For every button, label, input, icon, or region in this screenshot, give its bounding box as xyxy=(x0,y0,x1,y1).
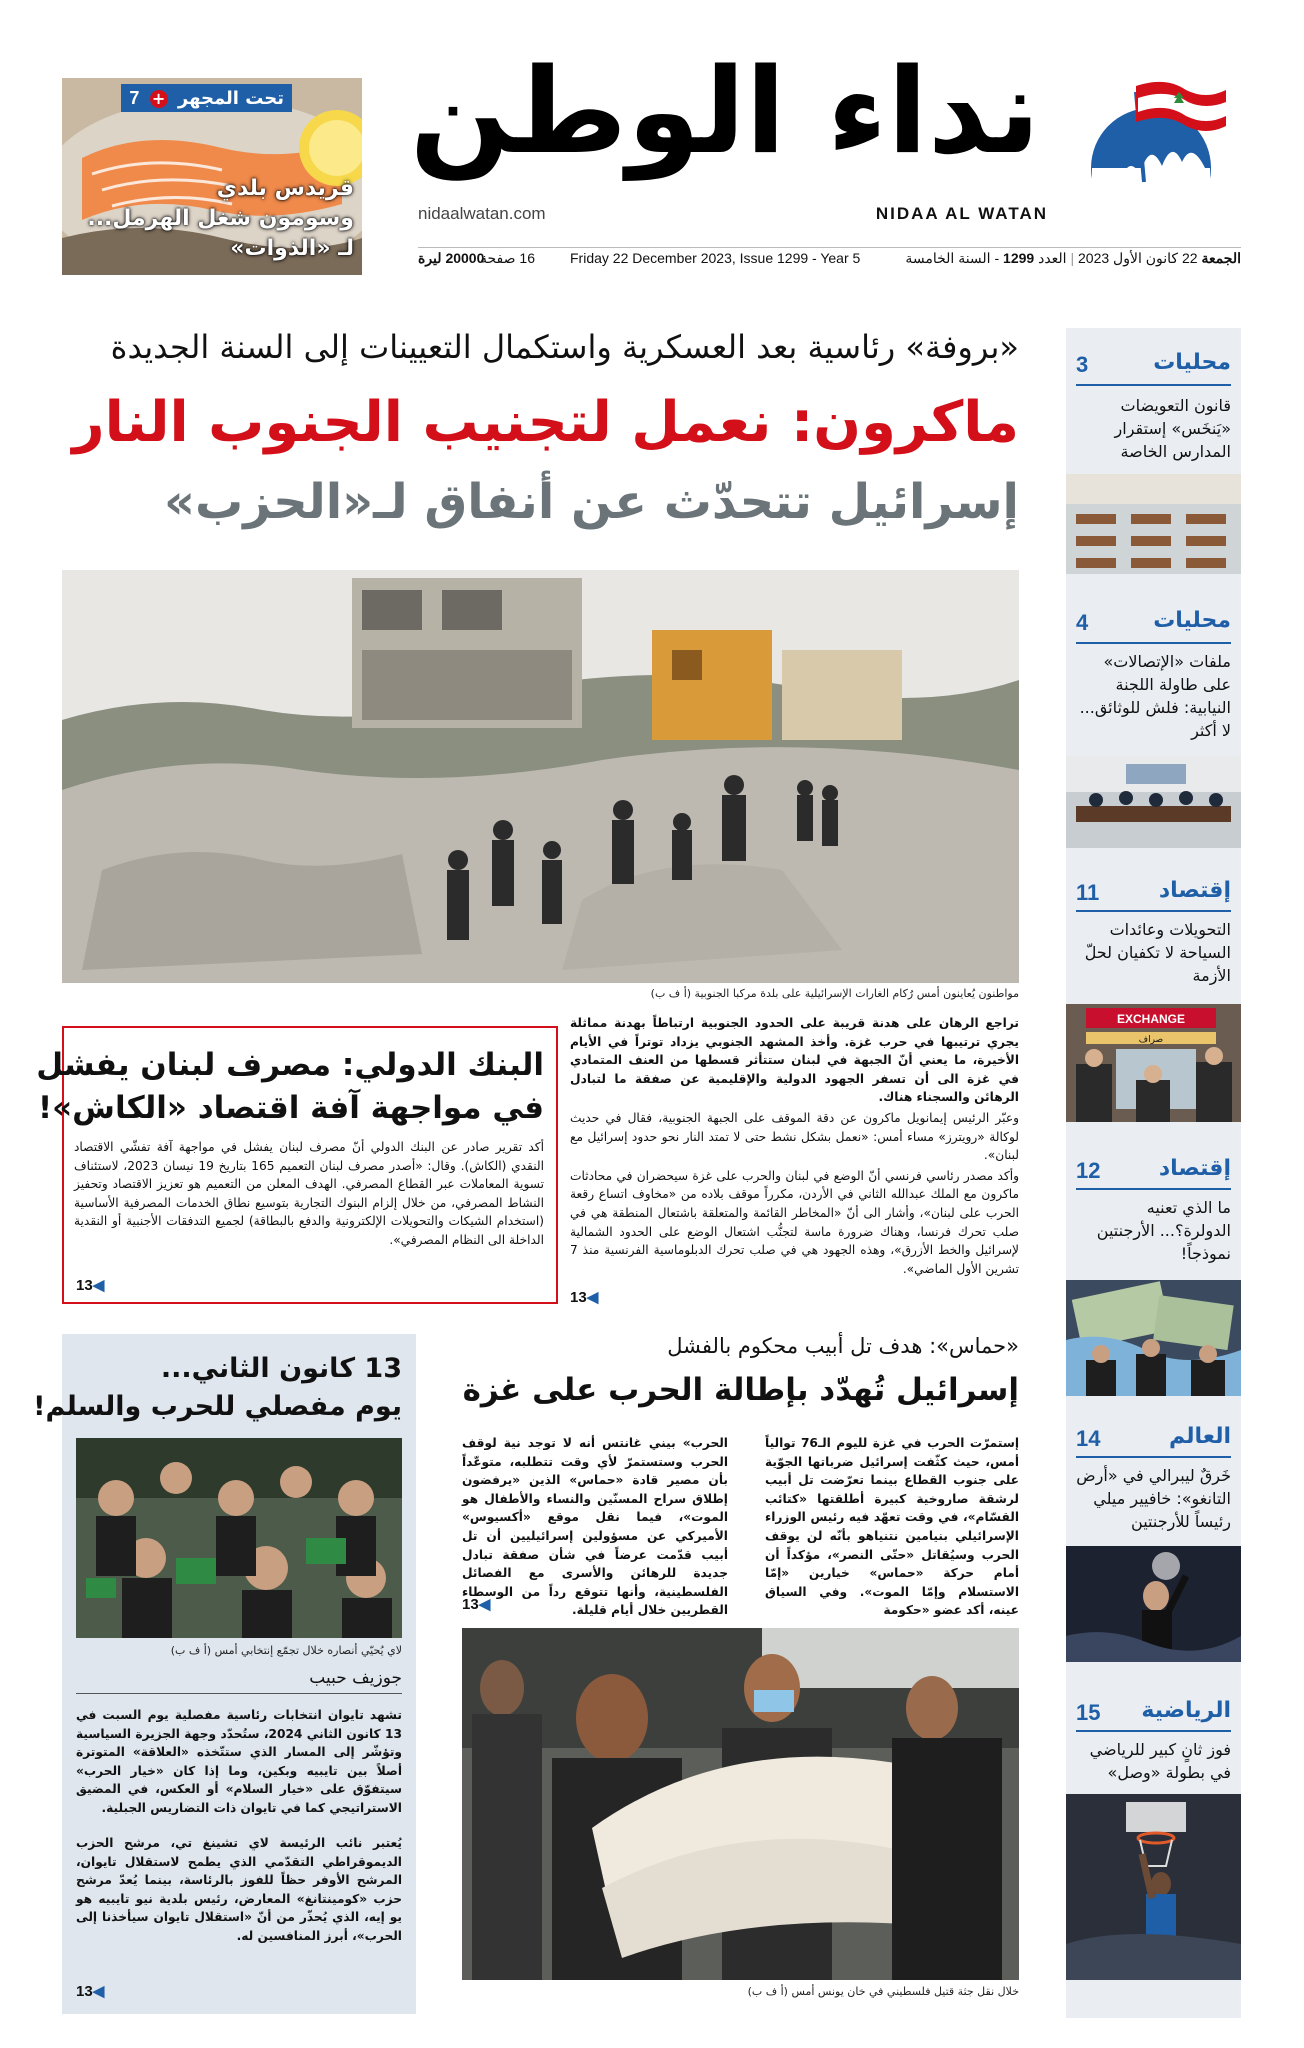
bank-headline-line-1: البنك الدولي: مصرف لبنان يفشل xyxy=(36,1047,544,1083)
taiwan-author xyxy=(76,1668,402,1696)
emblem-logo xyxy=(1066,72,1236,212)
sidebar-thumb-milei xyxy=(1066,1546,1241,1662)
gaza-page-num: 13 xyxy=(462,1596,479,1613)
lead-subhead[interactable]: إسرائيل تتحدّث عن أنفاق لـ«الحزب» xyxy=(164,474,1019,530)
sidebar-item-text: خَرقٌ ليبرالي في «أرض التانغو»: خافيير ميلي رئيساً للأرجنتين xyxy=(1076,1466,1231,1531)
lead-photo xyxy=(62,570,1019,983)
sidebar-thumb-exchange xyxy=(1066,1004,1241,1122)
teaser-tag xyxy=(121,84,292,112)
lead-body-p2: وعبّر الرئيس إيمانويل ماكرون عن دقة الموقف على الجبهة الجنوبية، فقال في حديث لوكالة «رويترز» مساء أمس: «نعمل بشكل نشط حتى لا تمتد النار نحو حدود إسرائيل مع لبنان». xyxy=(570,1110,1019,1163)
sidebar-item-text: ملفات «الإتصالات» على طاولة اللجنة النيابية: فلش للوثائق... لا أكثر xyxy=(1079,652,1231,740)
triangle-left-icon: ◀ xyxy=(478,1596,491,1613)
info-date-issue: الجمعة 22 كانون الأول 2023 | العدد 1299 - السنة الخامسة xyxy=(905,250,1241,266)
sidebar-page-num: 15 xyxy=(1076,1700,1101,1725)
sidebar-rule xyxy=(1076,642,1231,644)
sidebar-page-num: 3 xyxy=(1076,352,1089,377)
sidebar-item-world-14[interactable] xyxy=(1066,1400,1241,1668)
exchange-sign-text: EXCHANGE xyxy=(1116,1012,1186,1026)
info-date: 22 كانون الأول 2023 xyxy=(1078,250,1198,266)
sidebar-thumb-meeting xyxy=(1066,756,1241,848)
info-english: Friday 22 December 2023, Issue 1299 - Year 5 xyxy=(570,250,861,266)
sidebar-item-text: قانون التعويضات «يَنخَس» إستقرار المدارس الخاصة xyxy=(1114,396,1231,461)
info-price: 20000 ليرة xyxy=(418,250,485,266)
triangle-left-icon: ◀ xyxy=(92,1277,105,1294)
lead-page-ref[interactable] xyxy=(570,1288,598,1306)
taiwan-page-num: 13 xyxy=(76,1983,93,2000)
sidebar-rule xyxy=(1076,384,1231,386)
lead-body-p1: تراجع الرهان على هدنة قريبة على الحدود الجنوبية ارتباطاً بهدنة مماثلة يجري ترتيبها في حرب غزة. وأخذ المشهد الجنوبي يزداد توتراً في الأيام الأخيرة، ما يعني أنّ الجبهة في لبنان ستتأثر قسطها من العنف المتمادي في غزة الى أن تسفر الجهود الدولية والإقليمية عن صفقة ما لتبادل الرهائن والسجناء هناك. xyxy=(570,1016,1019,1105)
sidebar-thumb-classroom xyxy=(1066,474,1241,574)
author-rule xyxy=(76,1693,402,1694)
gaza-col-right: إستمرّت الحرب في غزة لليوم الـ76 توالياً أمس، حيث كثّفت إسرائيل ضرباتها الجوّية على جنوب القطاع بينما تعرّضت تل أبيب لرشقة صاروخية كبيرة أطلقتها «كتائب القسّام»، في وقت تعهّد فيه رئيس الوزراء الإسرائيلي بنيامين نتنياهو بأنّه لن يوقف الحرب وسيُقاتل «حتّى النصر»، مؤكداً أن أمام حركة «حماس» خيارين «إمّا الاستسلام وإمّا الموت». وفي السياق عينه، أكد عضو «حكومة xyxy=(765,1436,1019,1618)
lead-page-num: 13 xyxy=(570,1289,587,1306)
teaser-box[interactable] xyxy=(62,78,362,275)
taiwan-headline xyxy=(33,1350,402,1426)
lead-photo-caption: مواطنون يُعاينون أمس رُكام الغارات الإسرائيلية على بلدة مركبا الجنوبية (أ ف ب) xyxy=(650,987,1019,1000)
taiwan-body-p2: يُعتبر نائب الرئيسة لاي تشينغ تي، مرشح الحزب الديموقراطي التقدّمي الذي يطمح لاستقلال تايوان، المرشح الأوفر حظاً للفوز بالرئاسة، بينما يُعدّ مرشح حزب «كومينتانغ» المعارض، رئيس بلدية نيو تايبيه هو يو إيه، الذي يُحذّر من أنّ «استقلال تايوان سيأخذنا إلى الحرب»، أبرز المنافسين له. xyxy=(76,1836,402,1943)
sidebar-thumb-basketball xyxy=(1066,1794,1241,1980)
teaser-line-3: لـ «الذوات» xyxy=(230,236,354,261)
triangle-left-icon: ◀ xyxy=(586,1289,599,1306)
sidebar-section-label: العالم xyxy=(1169,1424,1231,1449)
bank-body: أكد تقرير صادر عن البنك الدولي أنّ مصرف لبنان يفشل في مواجهة آفة تفشّي الاقتصاد النقدي (الكاش). وقال: «أصدر مصرف لبنان التعميم 165 بتاريخ 19 نيسان 2023، لاستئناف تسوية المعاملات عبر القطاع المصرفي. الهدف المعلن من التعميم هو تعزيز الاقتصاد وتحفيز النشاط المصرفي، من خلال إلزام البنوك التجارية بتوسيع نطاق الخدمات المصرفية الأساسية (استخدام الشيكات والتحويلات الإلكترونية والدفع بالبطاقة) لجميع التدفقات الأجنبية أو النقدية الداخلة الى النظام المصرفي». xyxy=(74,1140,544,1247)
taiwan-photo-caption: لاي يُحيّي أنصاره خلال تجمّع إنتخابي أمس (أ ف ب) xyxy=(170,1644,402,1657)
sidebar-item-sports-15[interactable] xyxy=(1066,1668,1241,2018)
masthead xyxy=(0,0,1304,275)
gaza-photo xyxy=(462,1628,1019,1980)
sidebar-item-text: فوز ثانٍ كبير للرياضي في بطولة «وصل» xyxy=(1089,1740,1231,1782)
teaser-headline xyxy=(74,174,354,264)
sidebar xyxy=(1066,328,1241,2018)
info-year: - السنة الخامسة xyxy=(905,250,1000,266)
sidebar-section-label: إقتصاد xyxy=(1158,1156,1231,1181)
gaza-photo-caption: خلال نقل جثة قتيل فلسطيني في خان يونس أمس (أ ف ب) xyxy=(747,1985,1019,1998)
sidebar-section-label: الرياضية xyxy=(1141,1698,1231,1723)
info-bar xyxy=(418,247,1241,269)
sidebar-rule xyxy=(1076,1730,1231,1732)
info-pages: 16 صفحة xyxy=(480,250,535,266)
sidebar-page-num: 11 xyxy=(1076,880,1100,905)
sidebar-rule xyxy=(1076,1456,1231,1458)
lead-kicker: «بروفة» رئاسية بعد العسكرية واستكمال التعيينات إلى السنة الجديدة xyxy=(110,328,1019,366)
taiwan-headline-line-2: يوم مفصلي للحرب والسلم! xyxy=(33,1391,402,1422)
masthead-website[interactable]: nidaalwatan.com xyxy=(418,204,546,223)
sidebar-item-local-4[interactable] xyxy=(1066,596,1241,864)
info-issue: العدد xyxy=(1038,250,1067,266)
lead-headline[interactable]: ماكرون: نعمل لتجنيب الجنوب النار xyxy=(72,390,1019,455)
sidebar-thumb-dollar xyxy=(1066,1280,1241,1396)
sidebar-item-text: ما الذي تعنيه الدولرة؟... الأرجنتين نموذجاً! xyxy=(1096,1198,1231,1263)
lead-body xyxy=(570,1014,1019,1306)
exchange-sign-arabic: صراف xyxy=(1138,1035,1164,1045)
taiwan-box[interactable] xyxy=(33,1334,416,2014)
sidebar-rule xyxy=(1076,910,1231,912)
sidebar-section-label: محليات xyxy=(1153,350,1231,375)
teaser-line-2: وسومون شغل الهرمل... xyxy=(87,206,354,231)
taiwan-page-ref[interactable] xyxy=(76,1982,104,2000)
sidebar-item-economy-11[interactable] xyxy=(1066,864,1241,1132)
bank-headline-line-2: في مواجهة آفة اقتصاد «الكاش»! xyxy=(38,1090,544,1126)
plus-icon: + xyxy=(150,90,168,108)
gaza-headline[interactable]: إسرائيل تُهدّد بإطالة الحرب على غزة xyxy=(462,1372,1019,1408)
taiwan-body-p1: تشهد تايوان انتخابات رئاسية مفصلية يوم السبت في 13 كانون الثاني 2024، ستُحدّد وجهة الجزيرة السياسية وتؤشّر إلى المسار الذي ستتّخذه «العلاقة» المتوترة أصلاً بين تايبيه وبكين، وما إذا كان «خيار الحرب» سيتفوّق على «خيار السلام» أو العكس، في المضيق الاستراتيجي كما في تايوان ذات التضاريس الجبلية. xyxy=(76,1708,402,1815)
bank-page-num: 13 xyxy=(76,1277,93,1294)
teaser-page: 7 xyxy=(129,88,140,108)
sidebar-page-num: 14 xyxy=(1076,1426,1101,1451)
sidebar-section-label: إقتصاد xyxy=(1158,878,1231,903)
sidebar-item-local-3[interactable] xyxy=(1066,328,1241,596)
sidebar-rule xyxy=(1076,1188,1231,1190)
sidebar-page-num: 4 xyxy=(1076,610,1089,635)
masthead-logo: نداء الوطن xyxy=(409,42,1041,180)
sidebar-section-label: محليات xyxy=(1153,608,1231,633)
info-issue-num: 1299 xyxy=(1003,250,1035,266)
gaza-kicker: «حماس»: هدف تل أبيب محكوم بالفشل xyxy=(667,1334,1019,1358)
sidebar-page-num: 12 xyxy=(1076,1158,1101,1183)
gaza-page-ref[interactable] xyxy=(462,1595,490,1613)
teaser-tag-label: تحت المجهر xyxy=(177,88,284,109)
lead-body-p3: وأكد مصدر رئاسي فرنسي أنّ الوضع في لبنان والحرب على غزة سيحضران في محادثات ماكرون مع الملك عبدالله الثاني في الأردن، مكرراً موقف بلاده من «مخاوف اتساع رقعة الحرب على لبنان»، وأشار الى أنّ «المخاطر القائمة والمتعلقة باشتعال المنطقة هي في صلب تحرك فرنسا، وهناك ضرورة ماسة لتجنُّب اشتعال الوضع على الحدود الشمالية لإسرائيل والخط الأزرق»، وهذه الجهود هي في صلب تحرك الدبلوماسية الفرنسية منذ 7 تشرين الأول الماضي». xyxy=(570,1168,1019,1276)
info-day: الجمعة xyxy=(1201,250,1241,266)
taiwan-headline-line-1: 13 كانون الثاني... xyxy=(160,1353,402,1384)
bank-page-ref[interactable] xyxy=(76,1276,104,1294)
teaser-line-1: قريدس بلدي xyxy=(216,176,354,201)
taiwan-author-name: جوزيف حبيب xyxy=(309,1668,402,1688)
sidebar-item-economy-12[interactable] xyxy=(1066,1132,1241,1400)
bank-headline xyxy=(36,1044,544,1130)
masthead-latin-name: NIDAA AL WATAN xyxy=(875,204,1048,223)
taiwan-photo xyxy=(76,1438,402,1638)
bank-box[interactable] xyxy=(36,1026,558,1304)
sidebar-item-text: التحويلات وعائدات السياحة لا تكفيان لحلّ الأزمة xyxy=(1084,920,1231,985)
gaza-col-left: الحرب» بيني غانتس أنه لا توجد نية لوقف الحرب وستستمرّ لأي وقت تتطلبه، متوعّداً بأن مصير قادة «حماس» الذين «يرفضون إطلاق سراح المسنّين والنساء والأطفال هو الموت»، فيما نقل موقع «أكسيوس» الأميركي عن مسؤولين إسرائيليين أن تل أبيب قدّمت عرضاً في شأن صفقة تبادل جديدة للرهائن والأسرى مع الفصائل الفلسطينية، وأنها تتوقع رداً من الوسطاء القطريين خلال أيام قليلة. xyxy=(462,1436,728,1618)
triangle-left-icon: ◀ xyxy=(92,1983,105,2000)
